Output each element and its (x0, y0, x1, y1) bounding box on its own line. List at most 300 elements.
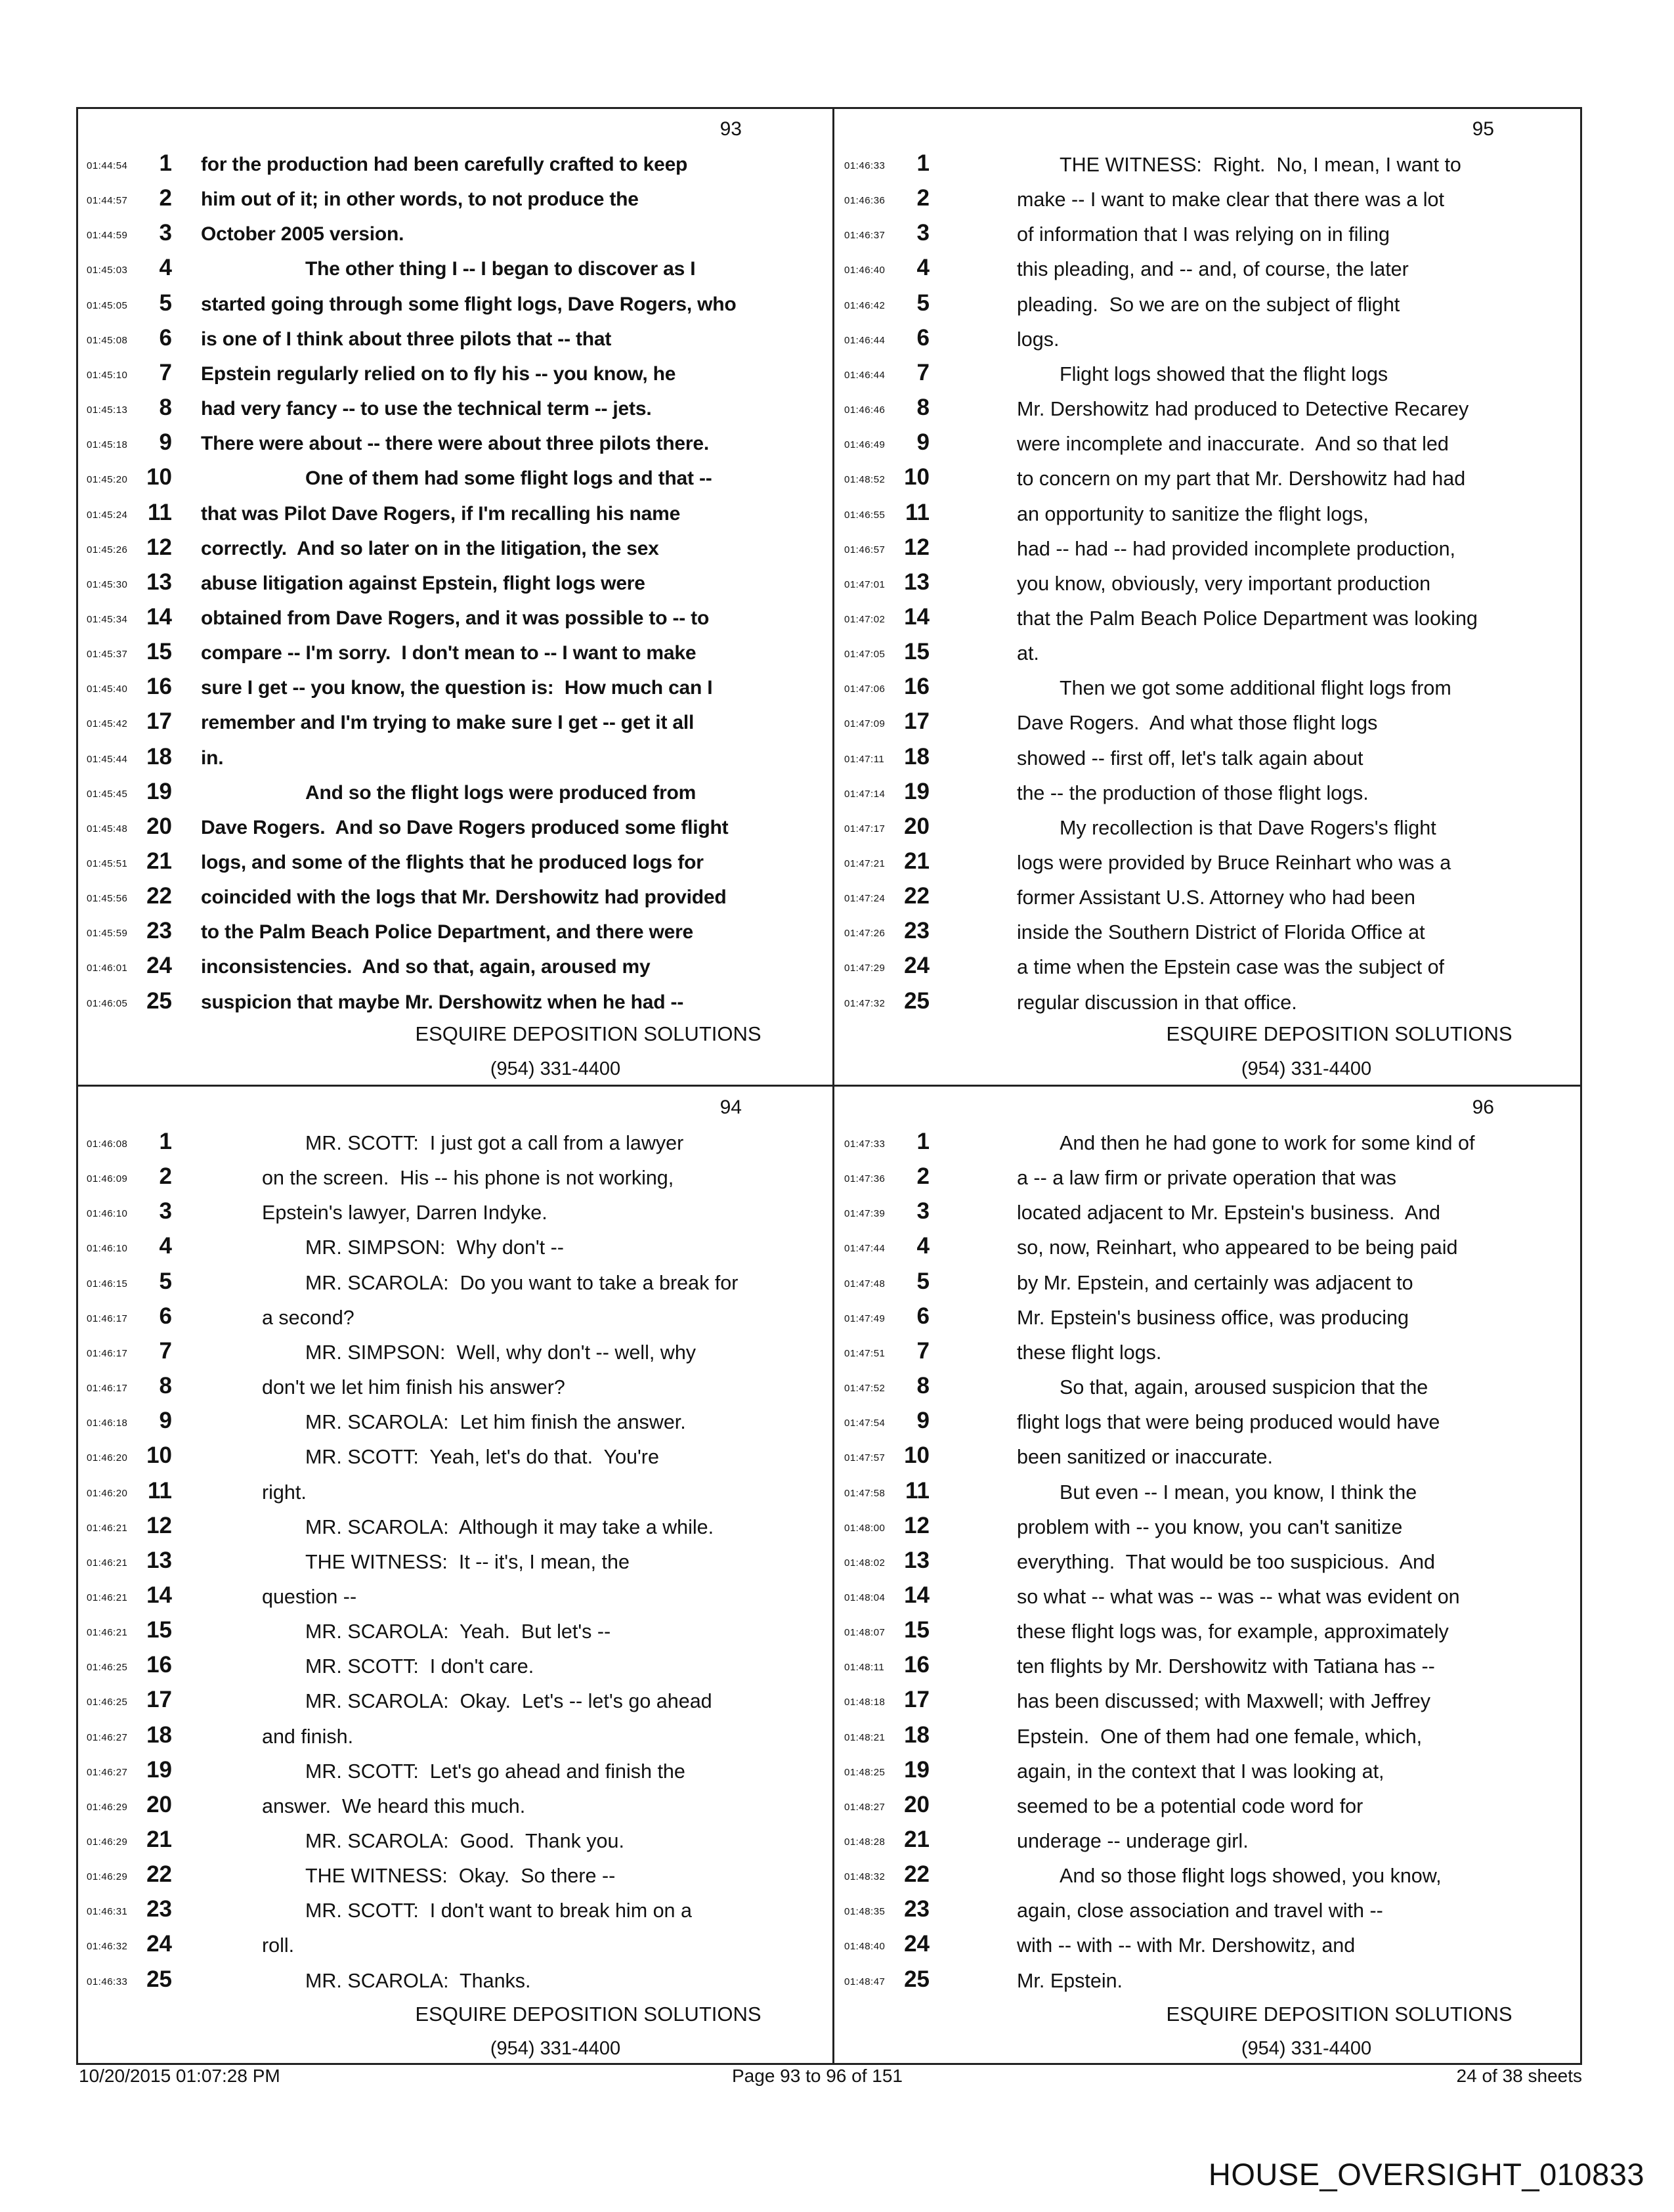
line-text: everything. That would be too suspicious. And (1017, 1550, 1435, 1573)
transcript-line (834, 1161, 1582, 1194)
line-timestamp: 01:47:05 (844, 649, 886, 661)
line-number: 5 (159, 290, 172, 316)
transcript-line (834, 601, 1582, 634)
line-text: seemed to be a potential code word for (1017, 1794, 1363, 1817)
transcript-line (76, 1545, 834, 1578)
line-timestamp: 01:48:32 (844, 1871, 886, 1883)
sheet-count: 24 of 38 sheets (1456, 2066, 1582, 2086)
line-number: 3 (159, 1198, 172, 1225)
line-timestamp: 01:46:01 (87, 963, 128, 974)
reporter-firm: ESQUIRE DEPOSITION SOLUTIONS (415, 2003, 762, 2026)
line-timestamp: 01:45:05 (87, 299, 128, 311)
line-number: 6 (159, 1303, 172, 1329)
line-text: inside the Southern District of Florida Office at (1017, 921, 1425, 944)
line-text: MR. SCAROLA: Good. Thank you. (305, 1830, 624, 1852)
transcript-line (834, 322, 1582, 355)
transcript-line (834, 880, 1582, 913)
transcript-line (834, 1580, 1582, 1613)
line-number: 9 (916, 1408, 930, 1434)
line-text: MR. SCAROLA: Although it may take a while. (305, 1515, 714, 1538)
line-number: 18 (146, 1722, 172, 1748)
transcript-line (76, 1440, 834, 1473)
line-number: 22 (146, 883, 172, 909)
line-number: 24 (146, 953, 172, 979)
line-text: MR. SCOTT: I don't want to break him on a (305, 1899, 692, 1922)
line-text: One of them had some flight logs and that -- (305, 467, 712, 490)
line-number: 18 (904, 1722, 930, 1748)
transcript-line (76, 1196, 834, 1228)
line-number: 1 (916, 150, 930, 176)
line-timestamp: 01:46:44 (844, 369, 886, 381)
transcript-line (834, 217, 1582, 250)
line-timestamp: 01:46:09 (87, 1173, 128, 1185)
line-number: 18 (146, 743, 172, 770)
transcript-line (834, 986, 1582, 1018)
line-number: 21 (904, 1827, 930, 1852)
line-number: 19 (146, 1756, 172, 1783)
line-text: There were about -- there were about three pilots there. (201, 433, 709, 455)
line-text: a second? (262, 1306, 354, 1329)
line-number: 1 (159, 1129, 172, 1154)
line-number: 20 (904, 1791, 930, 1817)
line-number: 8 (159, 1373, 172, 1399)
line-timestamp: 01:47:51 (844, 1347, 886, 1359)
line-timestamp: 01:46:20 (87, 1487, 128, 1499)
line-text: MR. SCAROLA: Okay. Let's -- let's go ahead (305, 1690, 712, 1713)
line-timestamp: 01:48:40 (844, 1941, 886, 1953)
line-text: compare -- I'm sorry. I don't mean to -- I want to make (201, 642, 697, 664)
line-number: 14 (904, 1582, 930, 1608)
line-timestamp: 01:46:46 (844, 404, 886, 416)
transcript-line (76, 1475, 834, 1508)
transcript-line (834, 950, 1582, 983)
line-text: The other thing I -- I began to discover as I (305, 258, 696, 280)
line-number: 9 (916, 429, 930, 456)
line-text: ten flights by Mr. Dershowitz with Tatiana has -- (1017, 1655, 1435, 1678)
line-timestamp: 01:45:30 (87, 578, 128, 590)
line-number: 21 (146, 1827, 172, 1852)
line-timestamp: 01:46:25 (87, 1662, 128, 1674)
line-timestamp: 01:46:44 (844, 334, 886, 346)
line-text: these flight logs. (1017, 1341, 1162, 1364)
transcript-line (76, 1301, 834, 1334)
line-timestamp: 01:46:18 (87, 1418, 128, 1429)
transcript-line (76, 1580, 834, 1613)
transcript-line (834, 1824, 1582, 1857)
line-timestamp: 01:48:28 (844, 1836, 886, 1848)
line-timestamp: 01:47:32 (844, 997, 886, 1009)
line-timestamp: 01:45:48 (87, 823, 128, 835)
line-number: 12 (146, 1512, 172, 1538)
transcript-line (834, 288, 1582, 320)
line-text: So that, again, aroused suspicion that the (1060, 1376, 1428, 1399)
line-text: that was Pilot Dave Rogers, if I'm recalling his name (201, 502, 681, 525)
line-text: October 2005 version. (201, 223, 404, 246)
line-text: and finish. (262, 1725, 354, 1748)
transcript-line (76, 322, 834, 355)
reporter-phone: (954) 331-4400 (1241, 1058, 1372, 1079)
line-text: Then we got some additional flight logs from (1060, 677, 1451, 700)
line-text: logs. (1017, 328, 1060, 351)
line-text: abuse litigation against Epstein, flight logs were (201, 572, 645, 594)
transcript-line (76, 1894, 834, 1926)
transcript-line (834, 1230, 1582, 1263)
line-number: 24 (904, 1931, 930, 1957)
line-timestamp: 01:48:11 (844, 1662, 885, 1674)
line-text: an opportunity to sanitize the flight logs, (1017, 502, 1369, 525)
line-number: 18 (904, 743, 930, 770)
transcript-line (834, 1405, 1582, 1438)
line-timestamp: 01:47:44 (844, 1243, 886, 1255)
transcript-line (834, 1928, 1582, 1961)
transcript-line (834, 1649, 1582, 1682)
line-timestamp: 01:47:39 (844, 1208, 886, 1220)
page-number: 93 (719, 118, 742, 140)
line-text: has been discussed; with Maxwell; with Jeffrey (1017, 1690, 1431, 1713)
line-number: 3 (159, 220, 172, 246)
line-timestamp: 01:46:57 (844, 544, 886, 555)
line-text: to the Palm Beach Police Department, and there were (201, 921, 694, 943)
line-timestamp: 01:48:02 (844, 1557, 886, 1569)
line-text: inconsistencies. And so that, again, aroused my (201, 956, 651, 978)
transcript-line (76, 1720, 834, 1752)
line-timestamp: 01:46:33 (844, 160, 886, 171)
transcript-line (76, 636, 834, 669)
line-text: that the Palm Beach Police Department was looking (1017, 607, 1478, 630)
line-number: 2 (916, 1163, 930, 1190)
line-text: MR. SCAROLA: Thanks. (305, 1969, 531, 1992)
line-text: Dave Rogers. And what those flight logs (1017, 712, 1378, 735)
line-timestamp: 01:46:32 (87, 1941, 128, 1953)
line-number: 14 (904, 603, 930, 630)
line-text: obtained from Dave Rogers, and it was possible to -- to (201, 607, 710, 629)
transcript-line (76, 288, 834, 320)
transcript-page-96 (834, 1085, 1582, 2065)
line-number: 1 (159, 150, 172, 176)
line-number: 25 (146, 1966, 172, 1992)
line-timestamp: 01:47:24 (844, 893, 886, 905)
transcript-line (76, 217, 834, 250)
line-timestamp: 01:45:44 (87, 753, 128, 765)
line-number: 16 (146, 1652, 172, 1678)
transcript-line (834, 706, 1582, 739)
line-text: And so those flight logs showed, you know, (1060, 1865, 1442, 1888)
transcript-line (76, 427, 834, 460)
transcript-page-93 (76, 107, 834, 1085)
line-number: 4 (916, 255, 930, 281)
line-text: THE WITNESS: It -- it's, I mean, the (305, 1550, 630, 1573)
line-number: 11 (148, 1477, 172, 1504)
line-text: right. (262, 1481, 307, 1504)
line-timestamp: 01:45:37 (87, 649, 128, 661)
line-timestamp: 01:45:18 (87, 439, 128, 451)
line-text: a -- a law firm or private operation that was (1017, 1167, 1397, 1190)
line-timestamp: 01:46:21 (87, 1522, 128, 1534)
line-timestamp: 01:47:26 (844, 928, 886, 940)
line-text: MR. SCOTT: I just got a call from a lawyer (305, 1132, 684, 1154)
line-number: 19 (146, 778, 172, 804)
line-text: so what -- what was -- was -- what was evident on (1017, 1585, 1460, 1608)
line-number: 2 (159, 185, 172, 211)
line-number: 19 (904, 778, 930, 804)
transcript-line (834, 497, 1582, 530)
transcript-line (834, 567, 1582, 599)
line-timestamp: 01:46:29 (87, 1871, 128, 1883)
line-text: to concern on my part that Mr. Dershowitz had had (1017, 467, 1466, 490)
transcript-line (76, 497, 834, 530)
line-timestamp: 01:47:09 (844, 718, 886, 730)
line-text: him out of it; in other words, to not produce the (201, 188, 639, 211)
line-text: problem with -- you know, you can't sanitize (1017, 1515, 1403, 1538)
line-timestamp: 01:46:20 (87, 1452, 128, 1464)
line-number: 23 (146, 918, 172, 944)
line-timestamp: 01:47:29 (844, 963, 886, 974)
line-text: the -- the production of those flight logs. (1017, 781, 1369, 804)
transcript-line (76, 741, 834, 774)
line-text: THE WITNESS: Right. No, I mean, I want to (1060, 154, 1461, 176)
transcript-line (76, 392, 834, 425)
transcript-line (76, 1161, 834, 1194)
transcript-line (834, 846, 1582, 878)
transcript-line (76, 1335, 834, 1368)
line-text: logs were provided by Bruce Reinhart who was a (1017, 852, 1451, 874)
line-text: this pleading, and -- and, of course, the later (1017, 258, 1409, 281)
line-text: Flight logs showed that the flight logs (1060, 362, 1388, 385)
line-text: regular discussion in that office. (1017, 991, 1297, 1014)
transcript-line (834, 811, 1582, 844)
line-number: 11 (905, 499, 930, 525)
transcript-line (834, 1720, 1582, 1752)
transcript-line (76, 776, 834, 809)
line-timestamp: 01:47:54 (844, 1418, 886, 1429)
line-timestamp: 01:47:58 (844, 1487, 886, 1499)
line-text: Epstein regularly relied on to fly his -- you know, he (201, 362, 676, 385)
page-number: 95 (1472, 118, 1494, 140)
transcript-line (76, 1126, 834, 1159)
line-timestamp: 01:46:05 (87, 997, 128, 1009)
transcript-page-95 (834, 107, 1582, 1085)
line-text: MR. SIMPSON: Why don't -- (305, 1236, 564, 1259)
transcript-line (76, 148, 834, 181)
transcript-line (76, 1266, 834, 1299)
transcript-line (76, 1405, 834, 1438)
line-number: 11 (905, 1477, 930, 1504)
line-number: 5 (159, 1268, 172, 1294)
line-text: Dave Rogers. And so Dave Rogers produced some flight (201, 816, 729, 838)
transcript-line (76, 671, 834, 704)
line-text: again, close association and travel with -- (1017, 1899, 1383, 1922)
line-number: 24 (146, 1931, 172, 1957)
transcript-line (834, 1440, 1582, 1473)
line-number: 4 (916, 1233, 930, 1259)
transcript-line (76, 1684, 834, 1717)
line-number: 7 (916, 1337, 930, 1364)
line-timestamp: 01:48:21 (844, 1731, 886, 1743)
line-number: 12 (904, 1512, 930, 1538)
line-timestamp: 01:46:49 (844, 439, 886, 451)
transcript-line (834, 427, 1582, 460)
line-text: Mr. Epstein. (1017, 1969, 1123, 1992)
transcript-line (834, 1335, 1582, 1368)
transcript-line (76, 1370, 834, 1403)
line-timestamp: 01:46:08 (87, 1139, 128, 1150)
line-number: 16 (146, 674, 172, 700)
line-number: 21 (904, 848, 930, 874)
line-text: Mr. Epstein's business office, was producing (1017, 1306, 1409, 1329)
transcript-line (76, 1824, 834, 1857)
line-number: 15 (146, 639, 172, 665)
line-number: 21 (146, 848, 172, 874)
line-text: don't we let him finish his answer? (262, 1376, 565, 1399)
line-number: 8 (916, 395, 930, 421)
line-number: 12 (146, 534, 172, 560)
line-timestamp: 01:46:31 (87, 1906, 128, 1918)
line-number: 13 (146, 569, 172, 595)
transcript-line (834, 1126, 1582, 1159)
transcript-line (834, 776, 1582, 809)
line-text: MR. SCAROLA: Yeah. But let's -- (305, 1620, 611, 1643)
line-timestamp: 01:45:10 (87, 369, 128, 381)
line-timestamp: 01:48:35 (844, 1906, 886, 1918)
line-timestamp: 01:46:17 (87, 1347, 128, 1359)
line-number: 10 (146, 464, 172, 490)
page-number: 94 (719, 1096, 742, 1118)
line-text: were incomplete and inaccurate. And so that led (1017, 433, 1449, 456)
line-timestamp: 01:46:27 (87, 1731, 128, 1743)
line-text: MR. SIMPSON: Well, why don't -- well, why (305, 1341, 697, 1364)
page-number: 96 (1472, 1096, 1494, 1118)
line-timestamp: 01:48:07 (844, 1627, 886, 1639)
line-timestamp: 01:45:03 (87, 265, 128, 276)
line-number: 5 (916, 290, 930, 316)
line-text: answer. We heard this much. (262, 1794, 526, 1817)
transcript-line (76, 183, 834, 215)
line-timestamp: 01:46:40 (844, 265, 886, 276)
transcript-line (76, 1964, 834, 1997)
printed-timestamp: 10/20/2015 01:07:28 PM (79, 2066, 280, 2086)
line-text: again, in the context that I was looking at, (1017, 1760, 1384, 1783)
line-number: 7 (159, 359, 172, 385)
transcript-line (76, 1754, 834, 1787)
line-text: of information that I was relying on in filing (1017, 223, 1390, 246)
line-text: on the screen. His -- his phone is not working, (262, 1167, 674, 1190)
transcript-page-94 (76, 1085, 834, 2065)
line-timestamp: 01:46:29 (87, 1836, 128, 1848)
line-number: 7 (916, 359, 930, 385)
line-text: a time when the Epstein case was the subject of (1017, 956, 1445, 979)
transcript-line (76, 532, 834, 565)
line-timestamp: 01:45:24 (87, 509, 128, 521)
line-text: MR. SCAROLA: Let him finish the answer. (305, 1411, 686, 1434)
line-number: 16 (904, 1652, 930, 1678)
line-number: 19 (904, 1756, 930, 1783)
transcript-line (76, 252, 834, 285)
line-text: flight logs that were being produced would have (1017, 1411, 1440, 1434)
line-timestamp: 01:47:36 (844, 1173, 886, 1185)
transcript-line (76, 1789, 834, 1822)
line-number: 3 (916, 1198, 930, 1225)
line-timestamp: 01:44:57 (87, 195, 128, 207)
line-number: 13 (146, 1547, 172, 1573)
line-timestamp: 01:46:21 (87, 1627, 128, 1639)
page-range: Page 93 to 96 of 151 (732, 2066, 903, 2086)
transcript-line (834, 252, 1582, 285)
line-timestamp: 01:47:17 (844, 823, 886, 835)
line-number: 20 (146, 1791, 172, 1817)
line-text: remember and I'm trying to make sure I get -- get it all (201, 712, 695, 734)
line-timestamp: 01:48:25 (844, 1766, 886, 1778)
line-number: 20 (904, 813, 930, 839)
line-timestamp: 01:45:40 (87, 683, 128, 695)
transcript-line (76, 462, 834, 494)
transcript-line (76, 811, 834, 844)
reporter-phone: (954) 331-4400 (1241, 2038, 1372, 2059)
line-number: 25 (904, 1966, 930, 1992)
line-timestamp: 01:47:33 (844, 1139, 886, 1150)
reporter-firm: ESQUIRE DEPOSITION SOLUTIONS (1166, 1022, 1513, 1045)
transcript-line (834, 1894, 1582, 1926)
line-timestamp: 01:47:49 (844, 1312, 886, 1324)
reporter-phone: (954) 331-4400 (490, 1058, 621, 1079)
transcript-line (834, 462, 1582, 494)
line-text: suspicion that maybe Mr. Dershowitz when he had -- (201, 991, 684, 1013)
line-text: so, now, Reinhart, who appeared to be being paid (1017, 1236, 1458, 1259)
line-number: 14 (146, 1582, 172, 1608)
transcript-line (76, 706, 834, 739)
line-text: Epstein. One of them had one female, which, (1017, 1725, 1423, 1748)
transcript-line (834, 1370, 1582, 1403)
transcript-line (76, 880, 834, 913)
line-timestamp: 01:46:29 (87, 1801, 128, 1813)
line-timestamp: 01:46:21 (87, 1557, 128, 1569)
transcript-line (76, 986, 834, 1018)
transcript-line (76, 1615, 834, 1647)
line-text: at. (1017, 642, 1039, 665)
line-number: 7 (159, 1337, 172, 1364)
line-text: with -- with -- with Mr. Dershowitz, and (1017, 1934, 1356, 1957)
transcript-line (834, 392, 1582, 425)
transcript-line (834, 183, 1582, 215)
line-timestamp: 01:46:25 (87, 1697, 128, 1708)
transcript-line (834, 915, 1582, 948)
line-text: had very fancy -- to use the technical term -- jets. (201, 398, 652, 420)
transcript-line (76, 1230, 834, 1263)
line-timestamp: 01:46:15 (87, 1278, 128, 1290)
line-text: MR. SCOTT: Let's go ahead and finish the (305, 1760, 685, 1783)
line-number: 15 (904, 1617, 930, 1643)
transcript-line (834, 1510, 1582, 1543)
line-timestamp: 01:46:36 (844, 195, 886, 207)
line-number: 13 (904, 1547, 930, 1573)
line-timestamp: 01:46:10 (87, 1243, 128, 1255)
transcript-line (834, 671, 1582, 704)
line-timestamp: 01:44:54 (87, 160, 128, 171)
line-timestamp: 01:45:56 (87, 893, 128, 905)
line-text: sure I get -- you know, the question is: How much can I (201, 677, 713, 699)
line-number: 2 (159, 1163, 172, 1190)
line-text: coincided with the logs that Mr. Dershowitz had provided (201, 886, 727, 909)
line-timestamp: 01:47:06 (844, 683, 886, 695)
line-text: correctly. And so later on in the litigation, the sex (201, 537, 659, 559)
transcript-line (834, 1301, 1582, 1334)
line-timestamp: 01:47:48 (844, 1278, 886, 1290)
line-timestamp: 01:48:18 (844, 1697, 886, 1708)
line-timestamp: 01:46:10 (87, 1208, 128, 1220)
line-number: 15 (146, 1617, 172, 1643)
line-text: MR. SCOTT: Yeah, let's do that. You're (305, 1446, 659, 1469)
reporter-firm: ESQUIRE DEPOSITION SOLUTIONS (1166, 2003, 1513, 2026)
line-text: for the production had been carefully crafted to keep (201, 154, 688, 175)
